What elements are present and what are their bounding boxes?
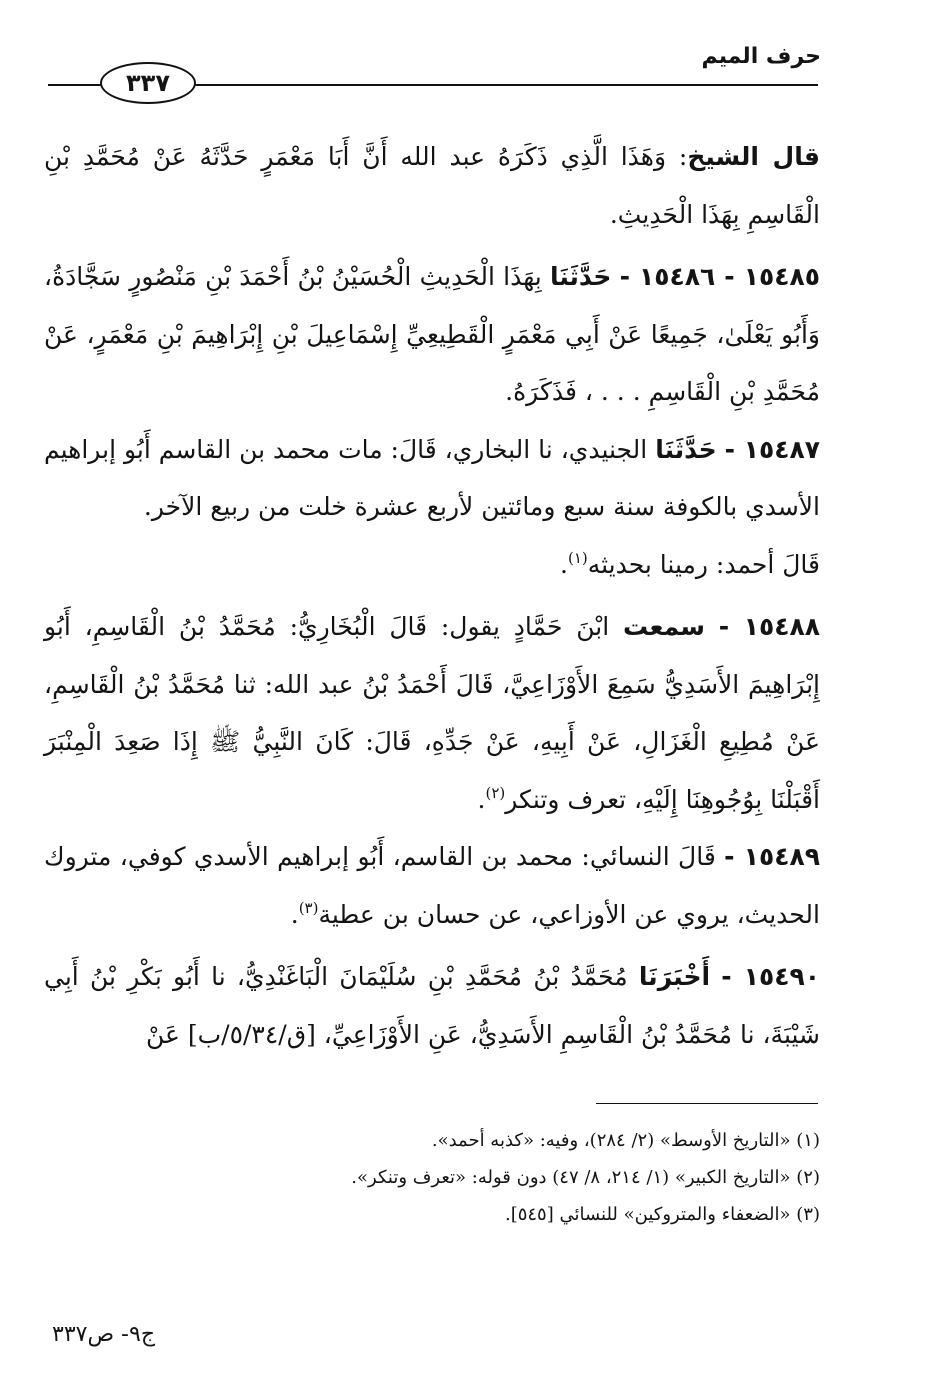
paragraph-text: مُحَمَّدُ بْنُ مُحَمَّدِ بْنِ سُلَيْمَانَ الْبَاغَنْدِيُّ، نا أَبُو بَكْرِ بْنُ أَبِي شَيْبَةَ، نا مُحَمَّدُ بْنُ الْقَاسِمِ الأَسَدِيُّ، عَنِ الأَوْزَاعِيِّ، [ق/٥/٣٤/ب] عَنْ [44,962,820,1049]
footnote-rule [596,1103,818,1104]
paragraph-label: سمعت [623,612,705,641]
paragraph-text: الجنيدي، نا البخاري، قَالَ: مات محمد بن القاسم أَبُو إبراهيم الأسدي بالكوفة سنة سبع ومائتين لأربع عشرة خلت من ربيع الآخر. [44,434,820,521]
paragraph-15487 [44,421,820,536]
page-number: ٣٣٧ [126,69,170,97]
hadith-number: ١٥٤٨٨ - [718,612,820,641]
paragraph-15488: ١٥٤٨٨ - سمعت ابْنَ حَمَّادٍ يقول: قَالَ الْبُخَارِيُّ: مُحَمَّدُ بْنُ الْقَاسِمِ، أَبُو إِبْرَاهِيمَ الأَسَدِيُّ سَمِعَ الأَوْزَاعِيَّ، قَالَ أَحْمَدُ بْنُ عبد الله: ثنا مُحَمَّدُ بْنُ الْقَاسِمِ، عَنْ مُطِيعِ الْغَزَالِ، عَنْ أَبِيهِ، عَنْ جَدِّهِ، قَالَ: كَانَ النَّبِيُّ ﷺ إِذَا صَعِدَ الْمِنْبَرَ أَقْبَلْنَا بِوُجُوهِنَا إِلَيْهِ، تعرف وتنكر$^{(٢)}$. [44,612,820,814]
paragraph-label: قال الشيخ [687,142,820,171]
paragraph-text: : وَهَذَا الَّذِي ذَكَرَهُ عبد الله أَنَّ أَبَا مَعْمَرٍ حَدَّثَهُ عَنْ مُحَمَّدِ بْنِ الْقَاسِمِ بِهَذَا الْحَدِيثِ. [44,142,820,229]
paragraph-label: حَدَّثَنَا [549,262,612,291]
paragraph-sheikh [44,128,820,243]
footnote-ref: (١) [567,548,588,567]
paragraph-ahmad: قَالَ أحمد: رمينا بحديثه$^{(١)}$. [560,548,820,579]
hadith-number: ١٥٤٨٩ - [724,842,820,871]
hadith-number: ١٥٤٨٥ - ١٥٤٨٦ - [619,262,820,291]
paragraph-label: حَدَّثَنَا [655,434,717,464]
volume-page-footer: ج٩- ص٣٣٧ [52,1322,156,1347]
footnote-ref: (٣) [298,898,319,917]
footnote-3: (٣) «الضعفاء والمتروكين» للنسائي [٥٤٥]. [504,1204,820,1225]
paragraph-text: ابْنَ حَمَّادٍ يقول: قَالَ الْبُخَارِيُّ: مُحَمَّدُ بْنُ الْقَاسِمِ، أَبُو إِبْرَاهِيمَ الأَسَدِيُّ سَمِعَ الأَوْزَاعِيَّ، قَالَ أَحْمَدُ بْنُ عبد الله: ثنا مُحَمَّدُ بْنُ الْقَاسِمِ، عَنْ مُطِيعِ الْغَزَالِ، عَنْ أَبِيهِ، عَنْ جَدِّهِ، قَالَ: كَانَ النَّبِيُّ ﷺ إِذَا صَعِدَ الْمِنْبَرَ أَقْبَلْنَا بِوُجُوهِنَا إِلَيْهِ، تعرف وتنكر [44,612,820,814]
running-title: حرف الميم [701,44,821,69]
page-number-oval [100,62,196,104]
footnote-ref: (٢) [485,783,506,802]
footnote-2: (٢) «التاريخ الكبير» (١/ ٢١٤، ٨/ ٤٧) دون قوله: «تعرف وتنكر». [351,1167,820,1188]
paragraph-label: أَخْبَرَنَا [638,962,711,991]
hadith-number: ١٥٤٨٧ - [724,434,820,464]
footnotes [44,1122,820,1233]
paragraph-15490 [44,948,820,1063]
hadith-number: ١٥٤٩٠ - [721,962,820,991]
main-text [44,128,820,1063]
paragraph-text: قَالَ النسائي: محمد بن القاسم، أَبُو إبراهيم الأسدي كوفي، متروك الحديث، يروي عن الأوزاعي، عن حسان بن عطية [44,842,820,929]
paragraph-text: قَالَ أحمد: رمينا بحديثه [587,549,820,579]
paragraph-text: بِهَذَا الْحَدِيثِ الْحُسَيْنُ بْنُ أَحْمَدَ بْنِ مَنْصُورٍ سَجَّادَةُ، وَأَبُو يَعْلَىٰ، جَمِيعًا عَنْ أَبِي مَعْمَرٍ الْقَطِيعِيِّ إِسْمَاعِيلَ بْنِ إِبْرَاهِيمَ بْنِ مَعْمَرٍ، عَنْ مُحَمَّدِ بْنِ الْقَاسِمِ . . . ، فَذَكَرَهُ. [44,262,820,406]
footnote-1: (١) «التاريخ الأوسط» (٢/ ٢٨٤)، وفيه: «كذبه أحمد». [431,1130,820,1151]
paragraph-15489: ١٥٤٨٩ - قَالَ النسائي: محمد بن القاسم، أَبُو إبراهيم الأسدي كوفي، متروك الحديث، يروي عن الأوزاعي، عن حسان بن عطية$^{(٣)}$. [44,842,820,929]
paragraph-15485 [44,248,820,421]
